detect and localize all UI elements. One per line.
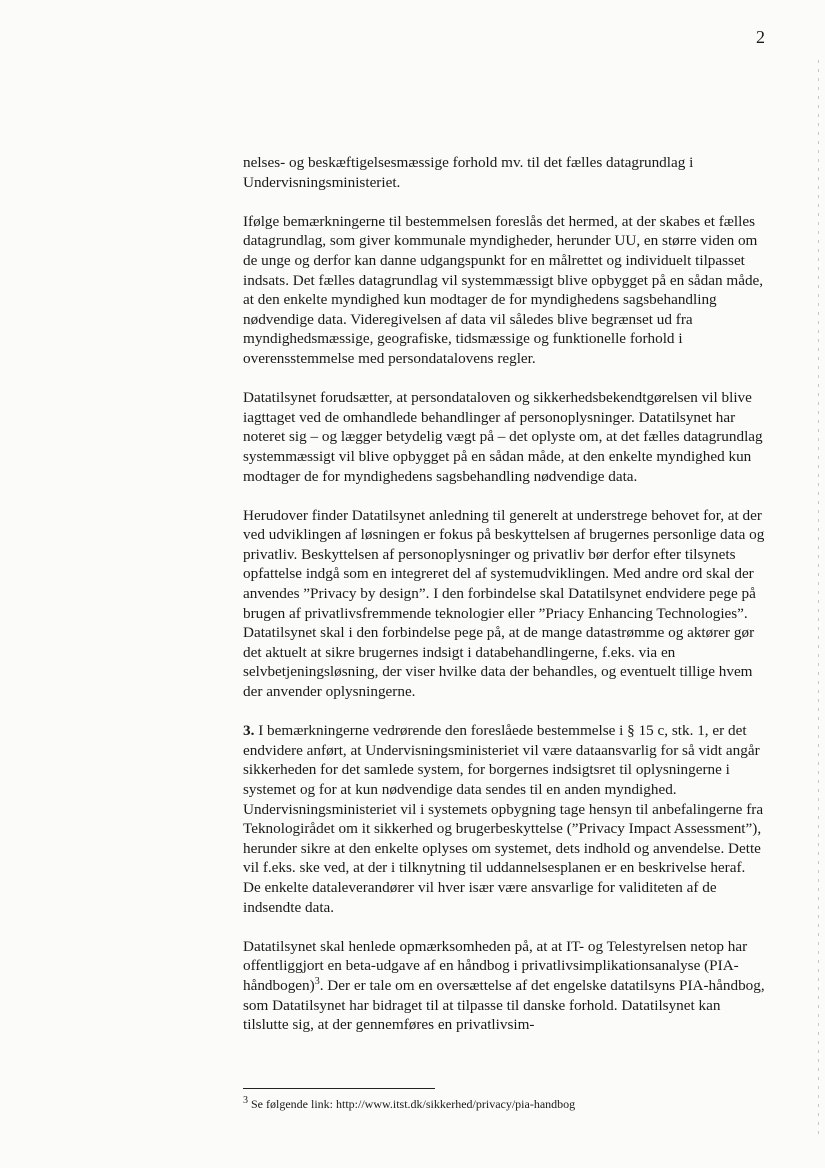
- footnote-marker: 3: [243, 1095, 248, 1106]
- paragraph-continuation: nelses- og beskæftigelsesmæssige forhold mv. til det fælles datagrundlag i Undervisningsministeriet.: [243, 154, 694, 191]
- paragraph-section-3: [243, 721, 765, 917]
- paragraph-bill-remarks: Ifølge bemærkningerne til bestemmelsen foreslås det hermed, at der skabes et fælles datagrundlag, som giver kommunale myndigheder, herunder UU, en større viden om de unge og derfor kan danne udgangspunkt for en målrettet og individuelt tilpasset indsats. Det fælles datagrundlag vil systemmæssigt blive opbygget på en sådan måde, at den enkelte myndighed kun modtager de for myndighedens sagsbehandling nødvendige data. Videregivelsen af data vil således blive begrænset ud fra myndighedsmæssige, geografiske, tidsmæssige og funktionelle forhold i overensstemmelse med persondatalovens regler.: [243, 212, 764, 367]
- paragraph-assumption: Datatilsynet forudsætter, at persondataloven og sikkerhedsbekendtgørelsen vil blive iagttaget ved de omhandlede behandlinger af personoplysninger. Datatilsynet har noteret sig – og lægger betydelig vægt på – det oplyste om, at det fælles datagrundlag systemmæssigt vil blive opbygget på en sådan måde, at den enkelte myndighed kun modtager de for myndighedens sagsbehandling nødvendige data.: [243, 389, 763, 485]
- pia-text-after: . Der er tale om en oversættelse af det engelske datatilsyns PIA-håndbog, som Datatilsynet har bidraget til at tilpasse til danske forhold. Datatilsynet kan tilslutte sig, at der gennemføres en privatlivsim-: [243, 976, 765, 1034]
- footnote-reference: 3: [314, 975, 320, 987]
- section-3-text: I bemærkningerne vedrørende den foreslåede bestemmelse i § 15 c, stk. 1, er det endvidere anført, at Undervisningsministeriet vil være dataansvarlig for så vidt angår sikkerheden for det samlede system, for borgernes indsigtsret til oplysningerne i systemet og for at kun nødvendige data sendes til en anden myndighed. Undervisningsministeriet vil i systemets opbygning tage hensyn til anbefalingerne fra Teknologirådet om it sikkerhed og brugerbeskyttelse (”Privacy Impact Assessment”), herunder sikre at den enkelte oplyses om systemet, dets indhold og anvendelse. Dette vil f.eks. ske ved, at der i tilknytning til uddannelsesplanen er en beskrivelse heraf. De enkelte dataleverandører vil hver især være ansvarlige for validiteten af de indsendte data.: [243, 722, 764, 916]
- pia-text-before: Datatilsynet skal henlede opmærksomheden på, at at IT- og Telestyrelsen netop har offentliggjort en beta-udgave af en håndbog i privatlivsimplikationsanalyse (PIA-håndbogen): [243, 937, 748, 994]
- footnote: [243, 1096, 783, 1112]
- footnote-divider: [243, 1088, 435, 1089]
- paragraph-pia-handbook: [243, 937, 765, 1035]
- letter-body: [243, 153, 765, 1054]
- footnote-text: Se følgende link: http://www.itst.dk/sikkerhed/privacy/pia-handbog: [248, 1097, 576, 1111]
- page-number: 2: [756, 27, 765, 47]
- scan-edge-mark: [818, 60, 819, 1140]
- paragraph-privacy-by-design: Herudover finder Datatilsynet anledning til generelt at understrege behovet for, at der ved udviklingen af løsningen er fokus på beskyttelsen af brugernes personlige data og privatliv. Beskyttelsen af personoplysninger og privatliv bør derfor efter tilsynets opfattelse indgå som en integreret del af systemudviklingen. Med andre ord skal der anvendes ”Privacy by design”. I den forbindelse skal Datatilsynet endvidere pege på brugen af privatlivsfremmende teknologier eller ”Priacy Enhancing Technologies”. Datatilsynet skal i den forbindelse pege på, at de mange datastrømme og aktører gør det aktuelt at sikre brugernes indsigt i databehandlingerne, f.eks. via en selvbetjeningsløsning, der viser hvilke data der behandles, og eventuelt tillige hvem der anvender oplysningerne.: [243, 506, 765, 701]
- section-number: 3.: [243, 722, 255, 740]
